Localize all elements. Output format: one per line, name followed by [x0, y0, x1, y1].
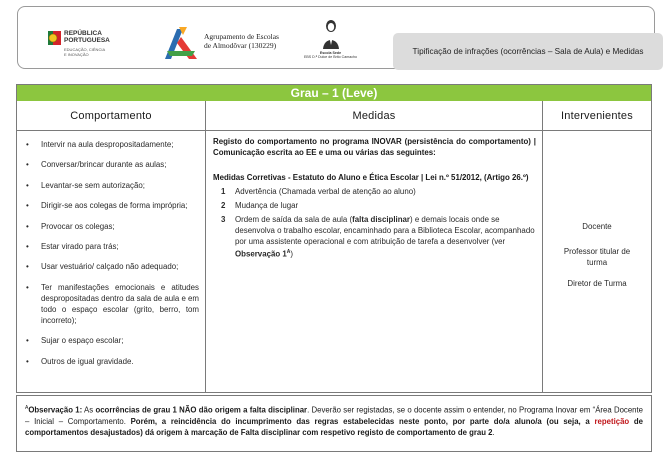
- escola-logo: [303, 19, 358, 65]
- document-title: Tipificação de infrações (ocorrências – Sala de Aula) e Medidas: [393, 33, 663, 70]
- repeticao-highlight: repetição: [594, 416, 630, 426]
- escola-portrait-icon: [321, 19, 341, 49]
- list-item: 2 Mudança de lugar: [221, 201, 299, 210]
- list-item: • Levantar-se sem autorização;: [17, 180, 205, 191]
- list-item: • Intervir na aula despropositadamente;: [17, 139, 205, 150]
- escola-sede-label: Escola Sede: [319, 51, 342, 55]
- list-item: • Ter manifestações emocionais e atitudes despropositadas dentro da sala de aula e em todo o espaço escolar (grito, berro, tom incorreto);: [17, 282, 205, 326]
- republica-logo: [48, 29, 138, 65]
- medidas-list: [213, 186, 536, 260]
- list-item: • Usar vestuário/ calçado não adequado;: [17, 261, 205, 272]
- republica-name: REPÚBLICA PORTUGUESA: [64, 30, 110, 44]
- medidas-corretivas-heading: Medidas Corretivas - Estatuto do Aluno e Ética Escolar | Lei n.º 51/2012, (Artigo 26.º): [213, 173, 529, 182]
- column-divider: [205, 101, 206, 392]
- intervenientes-cell: [543, 221, 651, 289]
- col-header-intervenientes: Intervenientes: [543, 101, 651, 131]
- comportamentos-list: [17, 139, 205, 376]
- ministry-name: EDUCAÇÃO, CIÊNCIA E INOVAÇÃO: [64, 47, 106, 57]
- medidas-registo: Registo do comportamento no programa INOVAR (persistência do comportamento) | Comunicação escrita ao EE e uma ou várias das seguintes:: [213, 137, 536, 157]
- col-header-comportamento: Comportamento: [17, 101, 205, 131]
- list-item: • Outros de igual gravidade.: [17, 356, 205, 367]
- observacao-ref: Observação 1: [235, 249, 287, 259]
- interveniente-professor: Professor titular de turma: [563, 247, 631, 267]
- list-item: • Conversar/brincar durante as aulas;: [17, 159, 205, 170]
- observacao-note: $^A$Observação 1: As ocorrências de grau 1 NÃO dão origem a falta disciplinar. Deverão ser registadas, se o docente assim o entender, no Programa Inovar em “Área Docente – Inicial – Comportamento. Porém, a reincidência do incumprimento das regras estabelecidas neste ponto, por parte do/a aluno/a (ou seja, a repetição de comportamentos desajustados) dá origem à marcação de Falta disciplinar com respetivo registo de comportamento de grau 2.: [16, 395, 652, 452]
- list-item: • Sujar o espaço escolar;: [17, 335, 205, 346]
- medidas-cell: [213, 136, 536, 263]
- list-item: • Dirigir-se aos colegas de forma imprópria;: [17, 200, 205, 211]
- document-header: [17, 6, 655, 69]
- infractions-table: [16, 84, 652, 393]
- col-header-medidas: Medidas: [206, 101, 542, 131]
- interveniente-docente: Docente: [582, 222, 612, 231]
- agrupamento-logo-icon: [161, 23, 201, 63]
- list-item: 3 Ordem de saída da sala de aula (falta disciplinar) e demais locais onde se desenvolva o trabalho escolar, encaminhado para a Biblioteca Escolar, acompanhado por uma assistente operacional e com atribuição de tarefa a desenvolver (ver Observação $1^A$): [221, 215, 535, 259]
- list-item: • Provocar os colegas;: [17, 221, 205, 232]
- interveniente-diretor: Diretor de Turma: [567, 279, 627, 288]
- list-item: 1 Advertência (Chamada verbal de atenção ao aluno): [221, 187, 416, 196]
- list-item: • Estar virado para trás;: [17, 241, 205, 252]
- agrupamento-name: Agrupamento de Escolas de Almodôvar (130229): [204, 32, 279, 50]
- republica-emblem-icon: [48, 29, 62, 47]
- observacao-label: Observação 1:: [28, 405, 83, 415]
- grau-title: Grau – 1 (Leve): [17, 85, 651, 101]
- escola-name: EBS D.ª Dulce de Brito Camacho: [303, 55, 358, 60]
